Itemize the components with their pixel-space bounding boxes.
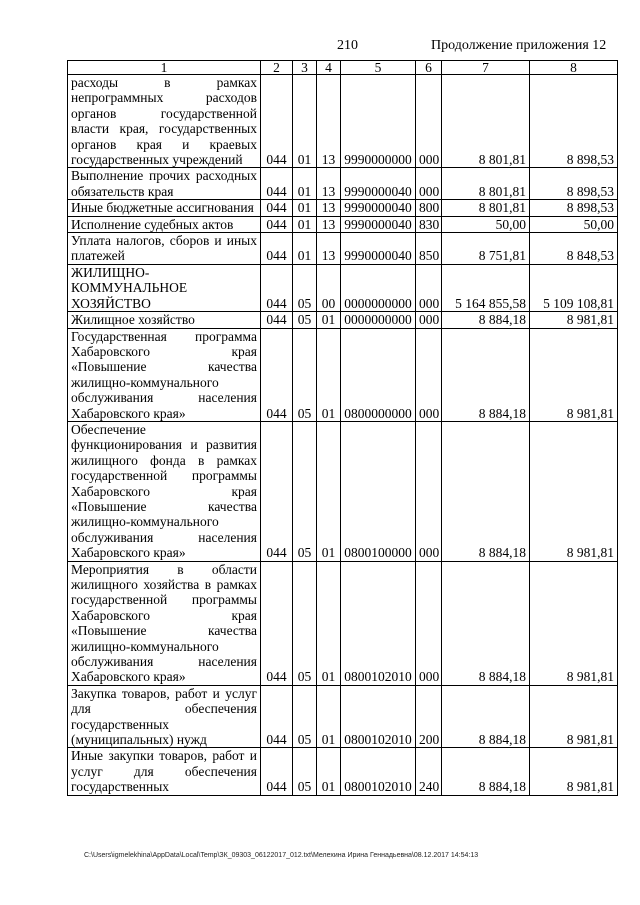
- amount-year1-cell: 50,00: [442, 216, 530, 232]
- section-code-cell: 05: [293, 561, 317, 685]
- ministry-code-cell: 044: [261, 685, 293, 748]
- subsection-code-cell: 13: [317, 75, 341, 168]
- amount-year2-cell: 50,00: [530, 216, 618, 232]
- subsection-code-cell: 13: [317, 168, 341, 200]
- table-row: [68, 168, 618, 200]
- section-code-cell: 05: [293, 748, 317, 795]
- column-header: 2: [261, 61, 293, 75]
- table-row: [68, 264, 618, 311]
- amount-year1-cell: 8 884,18: [442, 685, 530, 748]
- amount-year2-cell: 8 898,53: [530, 168, 618, 200]
- target-article-cell: 9990000040: [341, 200, 416, 216]
- continuation-label: Продолжение приложения 12: [431, 38, 607, 53]
- amount-year2-cell: 8 981,81: [530, 685, 618, 748]
- ministry-code-cell: 044: [261, 312, 293, 328]
- target-article-cell: 0800100000: [341, 421, 416, 561]
- ministry-code-cell: 044: [261, 75, 293, 168]
- expense-type-cell: 000: [416, 561, 442, 685]
- table-row: [68, 685, 618, 748]
- table-row: [68, 233, 618, 265]
- table-row: [68, 561, 618, 685]
- subsection-code-cell: 01: [317, 748, 341, 795]
- amount-year2-cell: 8 898,53: [530, 200, 618, 216]
- subsection-code-cell: 13: [317, 216, 341, 232]
- target-article-cell: 0800102010: [341, 685, 416, 748]
- expense-type-cell: 200: [416, 685, 442, 748]
- expense-type-cell: 000: [416, 312, 442, 328]
- ministry-code-cell: 044: [261, 421, 293, 561]
- ministry-code-cell: 044: [261, 216, 293, 232]
- ministry-code-cell: 044: [261, 561, 293, 685]
- amount-year1-cell: 8 801,81: [442, 75, 530, 168]
- expense-type-cell: 000: [416, 168, 442, 200]
- subsection-code-cell: 01: [317, 421, 341, 561]
- amount-year2-cell: 8 981,81: [530, 748, 618, 795]
- amount-year2-cell: 8 981,81: [530, 421, 618, 561]
- target-article-cell: 0000000000: [341, 264, 416, 311]
- ministry-code-cell: 044: [261, 168, 293, 200]
- expense-type-cell: 850: [416, 233, 442, 265]
- ministry-code-cell: 044: [261, 328, 293, 421]
- section-code-cell: 01: [293, 75, 317, 168]
- section-code-cell: 01: [293, 233, 317, 265]
- section-code-cell: 01: [293, 168, 317, 200]
- section-code-cell: 01: [293, 216, 317, 232]
- amount-year1-cell: 8 884,18: [442, 312, 530, 328]
- item-name-cell: Жилищное хозяйство: [68, 312, 261, 328]
- file-path-footer: C:\Users\igmelekhina\AppData\Local\Temp\ЗК_09303_06122017_012.txt\Мелехина Ирина Геннадьевна\08.12.2017 14:54:13: [84, 852, 479, 859]
- target-article-cell: 9990000000: [341, 75, 416, 168]
- amount-year2-cell: 8 848,53: [530, 233, 618, 265]
- amount-year2-cell: 8 898,53: [530, 75, 618, 168]
- expense-type-cell: 830: [416, 216, 442, 232]
- section-code-cell: 05: [293, 685, 317, 748]
- amount-year2-cell: 8 981,81: [530, 312, 618, 328]
- amount-year2-cell: 8 981,81: [530, 328, 618, 421]
- budget-table: [67, 60, 618, 796]
- item-name-cell: расходы в рамках непрограммных расходов органов государственной власти края, государственных органов края и краевых государственных учреждений: [68, 75, 261, 168]
- target-article-cell: 9990000040: [341, 216, 416, 232]
- amount-year1-cell: 8 884,18: [442, 561, 530, 685]
- ministry-code-cell: 044: [261, 264, 293, 311]
- expense-type-cell: 000: [416, 421, 442, 561]
- table-row: [68, 421, 618, 561]
- section-code-cell: 05: [293, 312, 317, 328]
- column-header: 1: [68, 61, 261, 75]
- column-number-row: [68, 61, 618, 75]
- amount-year1-cell: 8 801,81: [442, 200, 530, 216]
- item-name-cell: Иные бюджетные ассигнования: [68, 200, 261, 216]
- column-header: 5: [341, 61, 416, 75]
- amount-year1-cell: 8 884,18: [442, 748, 530, 795]
- subsection-code-cell: 01: [317, 685, 341, 748]
- table-row: [68, 75, 618, 168]
- subsection-code-cell: 01: [317, 328, 341, 421]
- amount-year1-cell: 5 164 855,58: [442, 264, 530, 311]
- target-article-cell: 0000000000: [341, 312, 416, 328]
- column-header: 8: [530, 61, 618, 75]
- subsection-code-cell: 13: [317, 233, 341, 265]
- target-article-cell: 9990000040: [341, 233, 416, 265]
- ministry-code-cell: 044: [261, 748, 293, 795]
- item-name-cell: Мероприятия в области жилищного хозяйства в рамках государственной программы Хабаровского края «Повышение качества жилищно-коммунального обслуживания населения Хабаровского края»: [68, 561, 261, 685]
- target-article-cell: 9990000040: [341, 168, 416, 200]
- ministry-code-cell: 044: [261, 200, 293, 216]
- column-header: 6: [416, 61, 442, 75]
- item-name-cell: Иные закупки товаров, работ и услуг для обеспечения государственных: [68, 748, 261, 795]
- item-name-cell: Закупка товаров, работ и услуг для обеспечения государственных (муниципальных) нужд: [68, 685, 261, 748]
- table-row: [68, 312, 618, 328]
- subsection-code-cell: 13: [317, 200, 341, 216]
- expense-type-cell: 000: [416, 75, 442, 168]
- expense-type-cell: 240: [416, 748, 442, 795]
- subsection-code-cell: 00: [317, 264, 341, 311]
- subsection-code-cell: 01: [317, 561, 341, 685]
- target-article-cell: 0800102010: [341, 748, 416, 795]
- table-row: [68, 200, 618, 216]
- column-header: 7: [442, 61, 530, 75]
- target-article-cell: 0800102010: [341, 561, 416, 685]
- expense-type-cell: 000: [416, 328, 442, 421]
- section-code-cell: 05: [293, 264, 317, 311]
- page-number: 210: [337, 38, 358, 53]
- section-code-cell: 05: [293, 328, 317, 421]
- amount-year1-cell: 8 751,81: [442, 233, 530, 265]
- item-name-cell: ЖИЛИЩНО-КОММУНАЛЬНОЕ ХОЗЯЙСТВО: [68, 264, 261, 311]
- item-name-cell: Государственная программа Хабаровского края «Повышение качества жилищно-коммунального обслуживания населения Хабаровского края»: [68, 328, 261, 421]
- amount-year1-cell: 8 884,18: [442, 421, 530, 561]
- section-code-cell: 05: [293, 421, 317, 561]
- table-row: [68, 328, 618, 421]
- amount-year1-cell: 8 884,18: [442, 328, 530, 421]
- column-header: 4: [317, 61, 341, 75]
- amount-year2-cell: 8 981,81: [530, 561, 618, 685]
- expense-type-cell: 000: [416, 264, 442, 311]
- item-name-cell: Уплата налогов, сборов и иных платежей: [68, 233, 261, 265]
- target-article-cell: 0800000000: [341, 328, 416, 421]
- item-name-cell: Исполнение судебных актов: [68, 216, 261, 232]
- table-row: [68, 748, 618, 795]
- item-name-cell: Обеспечение функционирования и развития жилищного фонда в рамках государственной программы Хабаровского края «Повышение качества жилищно-коммунального обслуживания населения Хабаровского края»: [68, 421, 261, 561]
- amount-year2-cell: 5 109 108,81: [530, 264, 618, 311]
- subsection-code-cell: 01: [317, 312, 341, 328]
- ministry-code-cell: 044: [261, 233, 293, 265]
- item-name-cell: Выполнение прочих расходных обязательств края: [68, 168, 261, 200]
- column-header: 3: [293, 61, 317, 75]
- table-row: [68, 216, 618, 232]
- section-code-cell: 01: [293, 200, 317, 216]
- amount-year1-cell: 8 801,81: [442, 168, 530, 200]
- expense-type-cell: 800: [416, 200, 442, 216]
